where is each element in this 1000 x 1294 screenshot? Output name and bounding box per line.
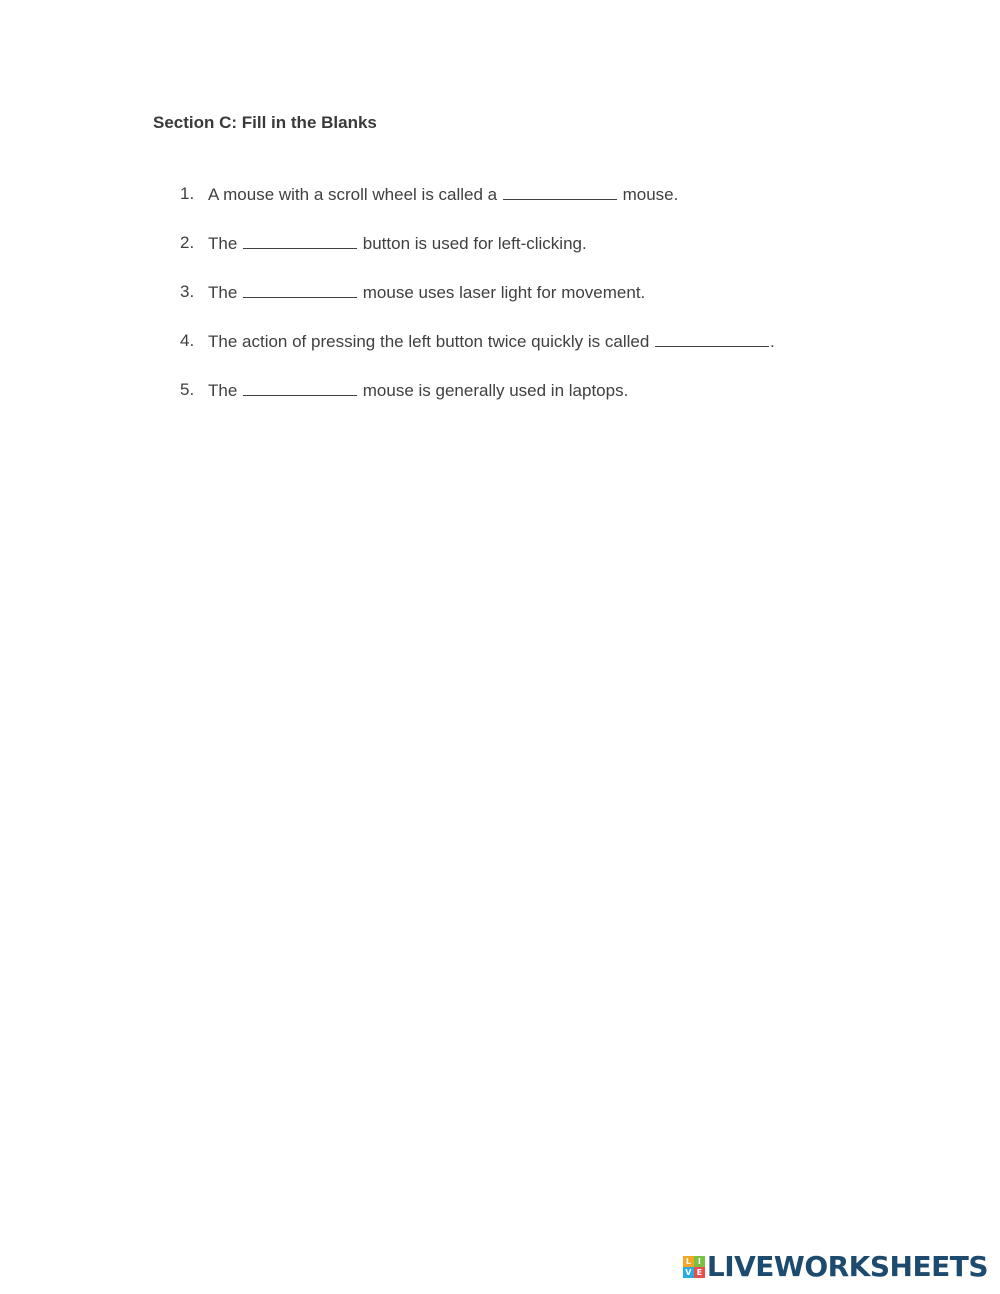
question-text-after: . bbox=[770, 332, 775, 351]
question-number: 4. bbox=[180, 331, 195, 350]
question-number: 1. bbox=[180, 184, 195, 203]
liveworksheets-brand[interactable] bbox=[683, 1252, 988, 1282]
logo-letter-v: V bbox=[683, 1267, 694, 1278]
logo-letter-e: E bbox=[694, 1267, 705, 1278]
answer-blank[interactable] bbox=[243, 281, 357, 298]
question-text-after: mouse is generally used in laptops. bbox=[362, 381, 629, 400]
question-text-after: mouse uses laser light for movement. bbox=[362, 283, 646, 302]
section-title: Section C: Fill in the Blanks bbox=[153, 113, 377, 132]
answer-blank[interactable] bbox=[243, 379, 357, 396]
question-number: 2. bbox=[180, 233, 195, 252]
question-text-before: A mouse with a scroll wheel is called a bbox=[208, 185, 498, 204]
logo-letter-i: I bbox=[694, 1256, 705, 1267]
question-text-after: mouse. bbox=[622, 185, 679, 204]
brand-name: LIVEWORKSHEETS bbox=[706, 1250, 988, 1283]
answer-blank[interactable] bbox=[243, 232, 357, 249]
question-text bbox=[208, 281, 645, 304]
question-text-before: The action of pressing the left button twice quickly is called bbox=[208, 332, 650, 351]
liveworksheets-logo-icon bbox=[683, 1256, 705, 1278]
question-text bbox=[208, 379, 628, 402]
question-text bbox=[208, 232, 587, 255]
question-text bbox=[208, 183, 678, 206]
question-text-before: The bbox=[208, 283, 238, 302]
answer-blank[interactable] bbox=[655, 330, 769, 347]
question-number: 3. bbox=[180, 282, 195, 301]
question-text-before: The bbox=[208, 234, 238, 253]
question-number: 5. bbox=[180, 380, 195, 399]
question-text bbox=[208, 330, 775, 353]
logo-letter-l: L bbox=[683, 1256, 694, 1267]
question-text-after: button is used for left-clicking. bbox=[362, 234, 587, 253]
answer-blank[interactable] bbox=[503, 183, 617, 200]
question-text-before: The bbox=[208, 381, 238, 400]
